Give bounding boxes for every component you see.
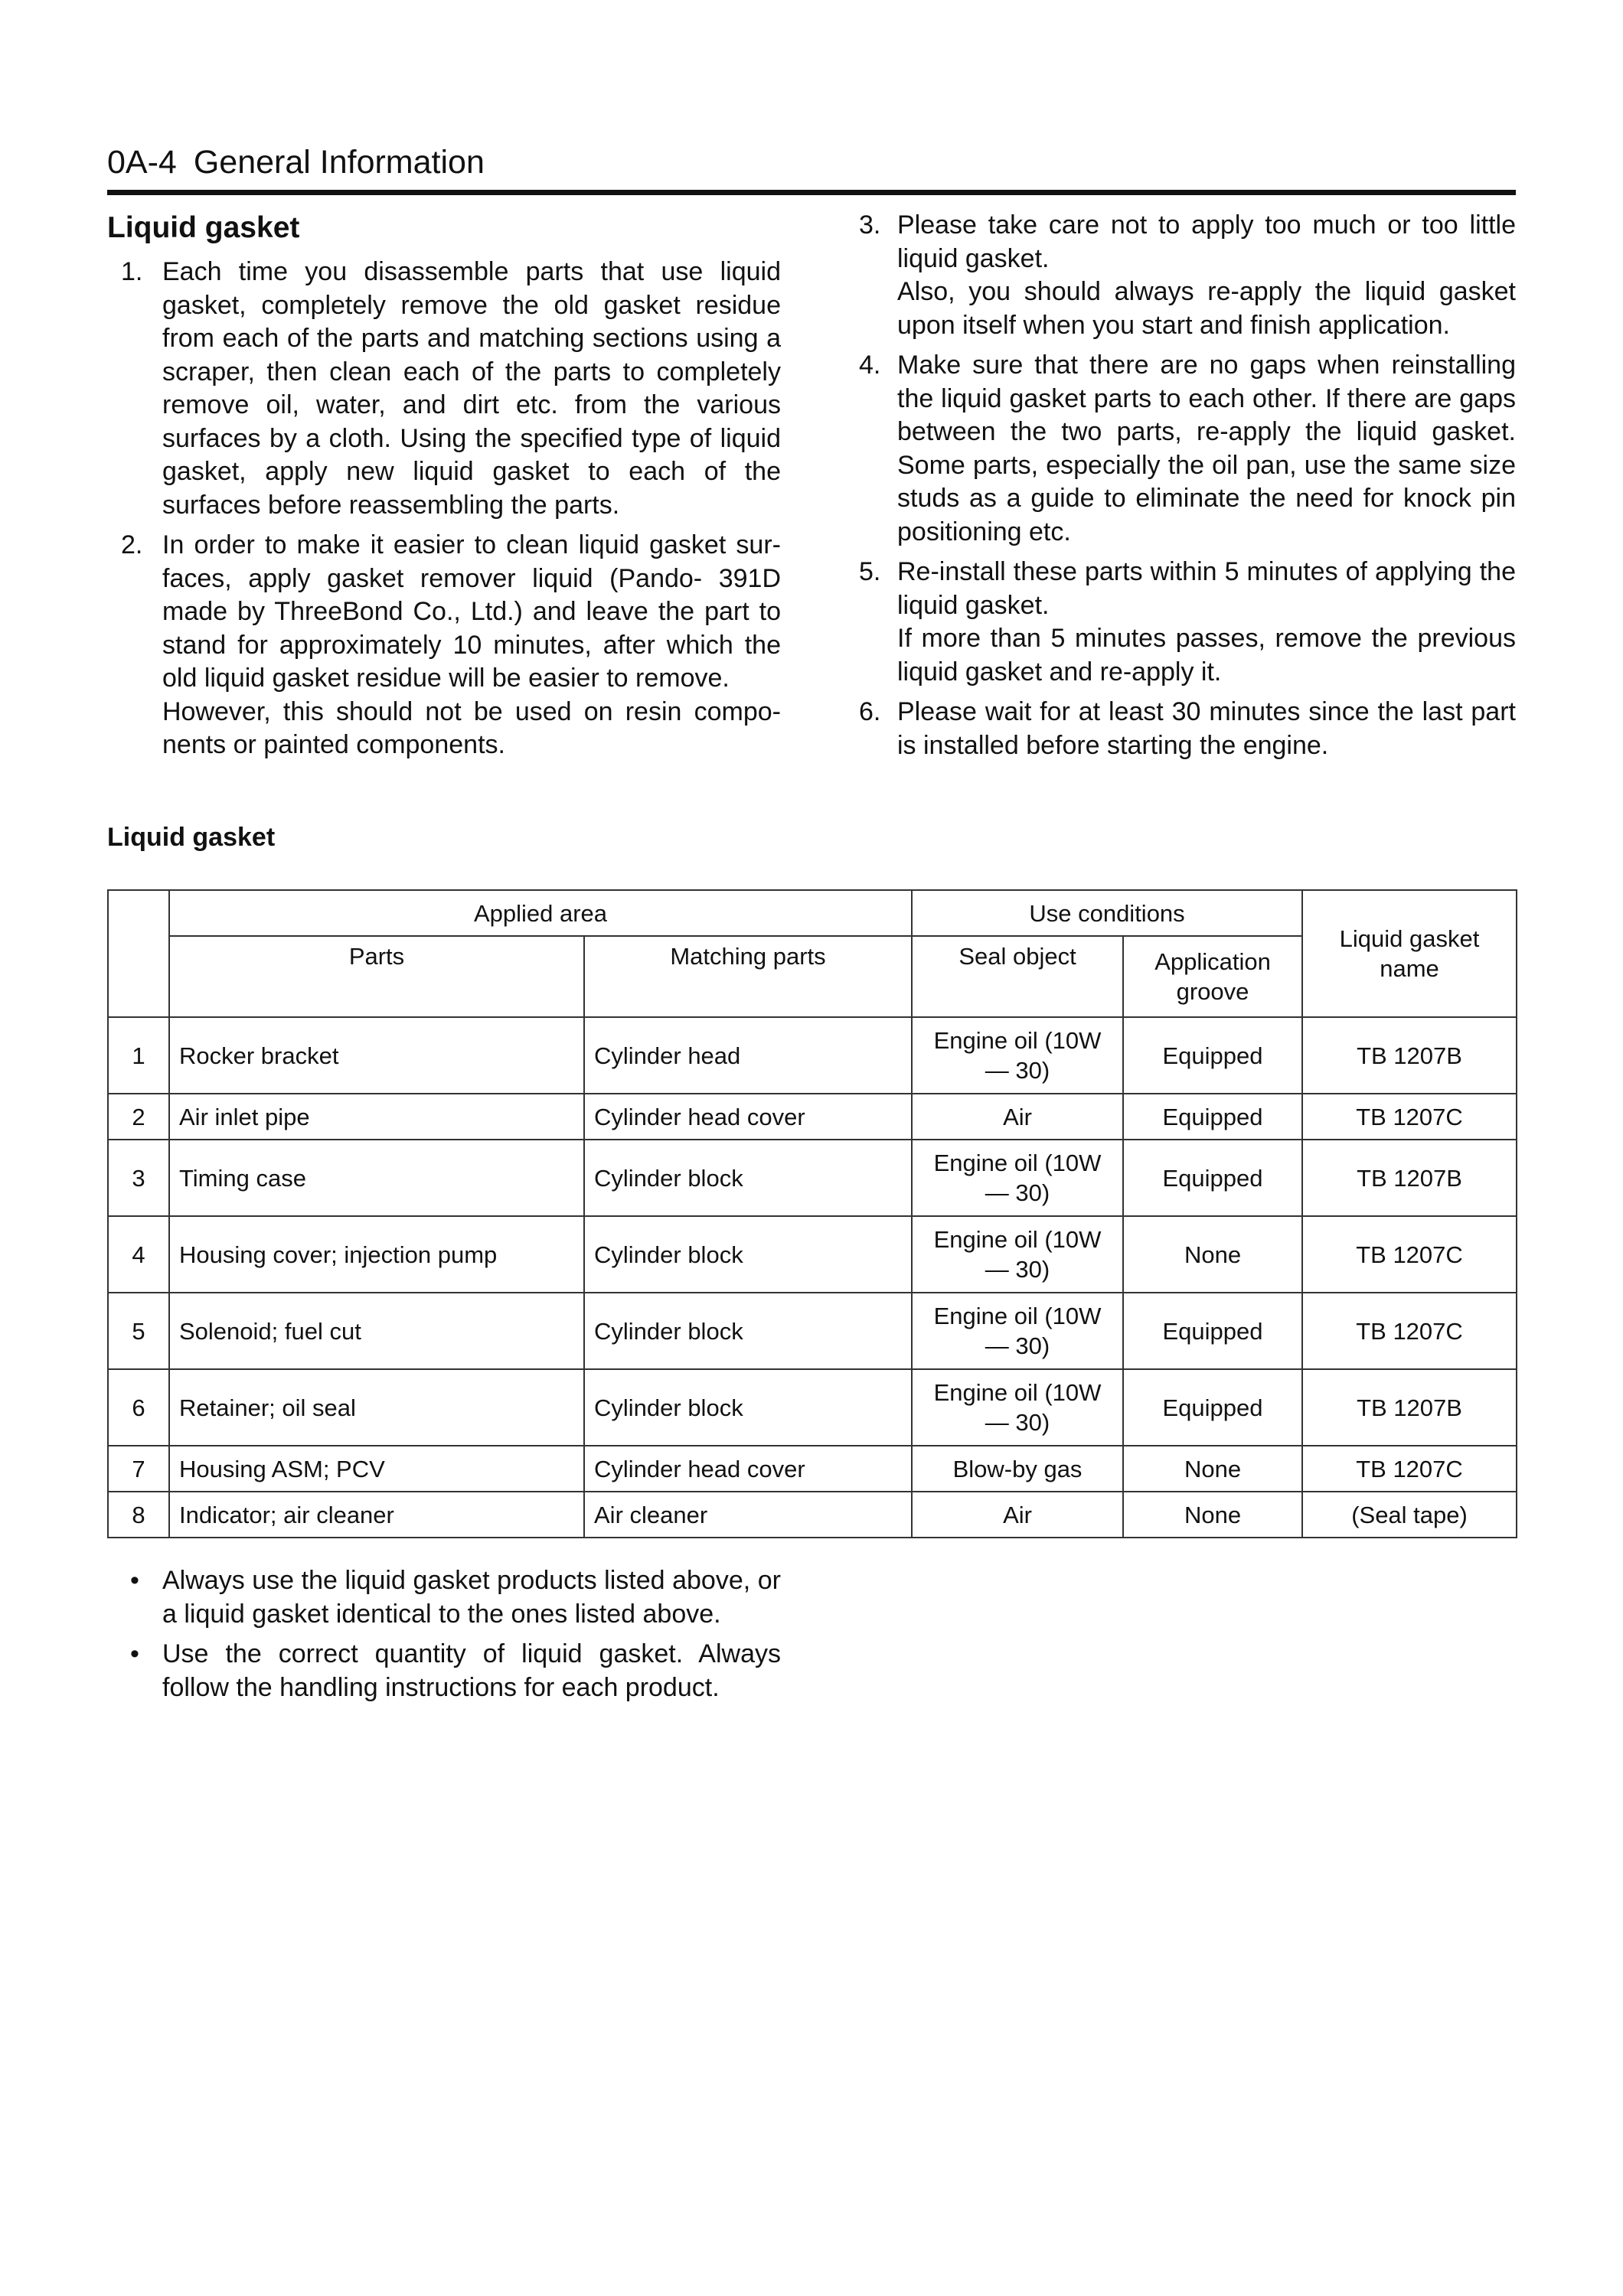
seal-object-cell: Engine oil (10W — 30) <box>912 1017 1123 1094</box>
table-row <box>108 1293 1517 1369</box>
step-text: Please take care not to apply too much or too little liquid gasket. <box>897 210 1516 273</box>
parts-cell: Timing case <box>169 1140 584 1216</box>
left-column <box>107 207 781 769</box>
table-row <box>108 1369 1517 1446</box>
table-header-cell <box>108 890 169 1017</box>
bullet: • <box>130 1566 139 1595</box>
procedure-step <box>107 529 781 762</box>
row-number-cell: 2 <box>108 1094 169 1140</box>
seal-object-cell: Engine oil (10W — 30) <box>912 1216 1123 1293</box>
step-text: Make sure that there are no gaps when reinstalling the liquid gasket parts to each other. If there are gaps between the two parts, re-apply the liquid gasket. Some parts, especially the oil pan, use the same size studs as a guide to eliminate the need for knock pin positioning etc. <box>897 351 1516 546</box>
table-row <box>108 1216 1517 1293</box>
table-header-cell: Matching parts <box>584 936 912 1017</box>
parts-cell: Housing cover; injection pump <box>169 1216 584 1293</box>
gasket-name-cell: TB 1207C <box>1302 1446 1517 1492</box>
table-row <box>108 1094 1517 1140</box>
table-caption: Liquid gasket <box>107 823 276 852</box>
seal-object-cell: Engine oil (10W — 30) <box>912 1293 1123 1369</box>
parts-cell: Air inlet pipe <box>169 1094 584 1140</box>
section-code: 0A-4 <box>107 144 177 181</box>
step-text: Please wait for at least 30 minutes since the last part is installed before starting the engine. <box>897 697 1516 760</box>
step-text: Each time you disassemble parts that use liquid gasket, completely remove the old gasket residue from each of the parts and matching sections using a scraper, then clean each of the parts to completely remove oil, water, and dirt etc. from the various surfaces by a cloth. Using the specified type of liquid gasket, apply new liquid gasket to each of the surfaces before reassembling the parts. <box>162 257 781 520</box>
table-header-cell: Parts <box>169 936 584 1017</box>
step-number: 5. <box>859 557 881 586</box>
note-text: Use the correct quantity of liquid gasket. Always follow the handling instructions for each product. <box>162 1639 781 1702</box>
table-header-cell: Seal object <box>912 936 1123 1017</box>
row-number-cell: 8 <box>108 1492 169 1538</box>
table-row <box>108 1140 1517 1216</box>
step-text: However, this should not be used on resin components or painted components. <box>162 696 781 759</box>
matching-parts-cell: Air cleaner <box>584 1492 912 1538</box>
application-groove-cell: None <box>1123 1446 1302 1492</box>
gasket-name-cell: TB 1207C <box>1302 1216 1517 1293</box>
gasket-name-cell: TB 1207B <box>1302 1369 1517 1446</box>
table-row <box>108 1492 1517 1538</box>
seal-object-cell: Air <box>912 1094 1123 1140</box>
section-name: General Information <box>193 144 485 181</box>
matching-parts-cell: Cylinder head cover <box>584 1446 912 1492</box>
row-number-cell: 6 <box>108 1369 169 1446</box>
procedure-steps-right <box>850 209 1516 762</box>
table-header-cell: Use conditions <box>912 890 1302 936</box>
parts-cell: Retainer; oil seal <box>169 1369 584 1446</box>
seal-object-cell: Engine oil (10W — 30) <box>912 1369 1123 1446</box>
procedure-step <box>850 349 1516 549</box>
procedure-steps-left <box>107 256 781 762</box>
step-number: 4. <box>859 351 881 380</box>
note-item <box>107 1564 781 1631</box>
procedure-step <box>850 209 1516 342</box>
note-item <box>107 1638 781 1704</box>
notes-list <box>107 1564 781 1711</box>
step-number: 3. <box>859 210 881 240</box>
table-header-cell: Liquid gasket name <box>1302 890 1517 1017</box>
procedure-step <box>850 696 1516 762</box>
gasket-name-cell: (Seal tape) <box>1302 1492 1517 1538</box>
row-number-cell: 1 <box>108 1017 169 1094</box>
application-groove-cell: None <box>1123 1492 1302 1538</box>
step-text: Also, you should always re-apply the liquid gasket upon itself when you start and finish application. <box>897 277 1516 340</box>
parts-cell: Solenoid; fuel cut <box>169 1293 584 1369</box>
step-text: In order to make it easier to clean liquid gasket surfaces, apply gasket remover liquid (Pando- 391D made by ThreeBond Co., Ltd.) and leave the part to stand for approximately 10 minutes, after which the old liquid gasket residue will be easier to remove. <box>162 530 781 693</box>
application-groove-cell: None <box>1123 1216 1302 1293</box>
page-header <box>107 142 485 182</box>
table-row <box>108 1446 1517 1492</box>
gasket-name-cell: TB 1207B <box>1302 1017 1517 1094</box>
application-groove-cell: Equipped <box>1123 1293 1302 1369</box>
table-row <box>108 1017 1517 1094</box>
row-number-cell: 3 <box>108 1140 169 1216</box>
row-number-cell: 5 <box>108 1293 169 1369</box>
application-groove-cell: Equipped <box>1123 1094 1302 1140</box>
section-title: Liquid gasket <box>107 211 300 244</box>
matching-parts-cell: Cylinder block <box>584 1293 912 1369</box>
bullet: • <box>130 1639 139 1668</box>
matching-parts-cell: Cylinder head <box>584 1017 912 1094</box>
parts-cell: Housing ASM; PCV <box>169 1446 584 1492</box>
row-number-cell: 7 <box>108 1446 169 1492</box>
matching-parts-cell: Cylinder block <box>584 1140 912 1216</box>
table-header-cell: Application groove <box>1123 936 1302 1017</box>
step-number: 1. <box>121 257 143 286</box>
table-header-cell: Applied area <box>169 890 912 936</box>
gasket-name-cell: TB 1207C <box>1302 1293 1517 1369</box>
right-column <box>850 207 1516 769</box>
header-rule <box>107 190 1516 195</box>
seal-object-cell: Blow-by gas <box>912 1446 1123 1492</box>
matching-parts-cell: Cylinder head cover <box>584 1094 912 1140</box>
procedure-step <box>850 556 1516 689</box>
gasket-name-cell: TB 1207C <box>1302 1094 1517 1140</box>
seal-object-cell: Air <box>912 1492 1123 1538</box>
application-groove-cell: Equipped <box>1123 1140 1302 1216</box>
parts-cell: Indicator; air cleaner <box>169 1492 584 1538</box>
application-groove-cell: Equipped <box>1123 1369 1302 1446</box>
matching-parts-cell: Cylinder block <box>584 1369 912 1446</box>
step-number: 2. <box>121 530 143 559</box>
parts-cell: Rocker bracket <box>169 1017 584 1094</box>
table-header-row <box>108 890 1517 936</box>
step-text: If more than 5 minutes passes, remove the previous liquid gasket and re-apply it. <box>897 624 1516 687</box>
procedure-step <box>107 256 781 522</box>
row-number-cell: 4 <box>108 1216 169 1293</box>
matching-parts-cell: Cylinder block <box>584 1216 912 1293</box>
seal-object-cell: Engine oil (10W — 30) <box>912 1140 1123 1216</box>
step-text: Re-install these parts within 5 minutes of applying the liquid gasket. <box>897 557 1516 620</box>
application-groove-cell: Equipped <box>1123 1017 1302 1094</box>
liquid-gasket-table <box>107 889 1517 1538</box>
step-number: 6. <box>859 697 881 726</box>
note-text: Always use the liquid gasket products listed above, or a liquid gasket identical to the ones listed above. <box>162 1566 781 1629</box>
gasket-name-cell: TB 1207B <box>1302 1140 1517 1216</box>
